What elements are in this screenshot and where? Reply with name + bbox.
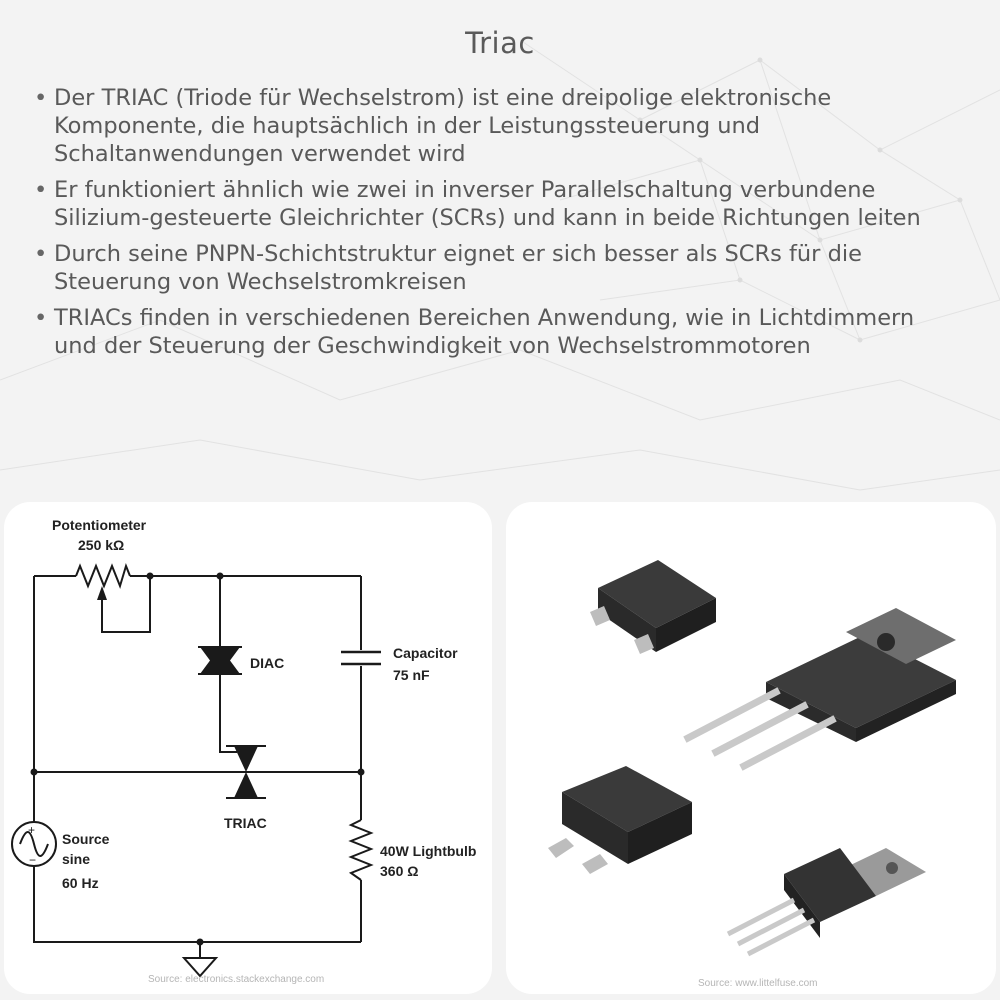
capacitor-symbol xyxy=(341,652,381,664)
bullet-item: • Er funktioniert ähnlich wie zwei in inverser Parallelschaltung verbundene Silizium-gesteuerte Gleichrichter (SCRs) und kann in beide Richtungen leiten xyxy=(32,176,962,232)
potentiometer-symbol xyxy=(76,566,130,586)
d2pak-package xyxy=(548,766,692,874)
potentiometer-wiper-arrow xyxy=(97,586,107,600)
triac-label: TRIAC xyxy=(224,815,267,831)
svg-text:−: − xyxy=(29,853,37,867)
source-label: Source xyxy=(62,831,110,847)
to247-package xyxy=(688,608,956,766)
potentiometer-label: Potentiometer xyxy=(52,517,147,533)
bullet-list xyxy=(32,84,962,368)
component-photo-card xyxy=(506,502,996,994)
source-frequency: 60 Hz xyxy=(62,875,99,891)
lightbulb-value: 360 Ω xyxy=(380,863,419,879)
to220-package xyxy=(728,848,926,954)
capacitor-value: 75 nF xyxy=(393,667,430,683)
bullet-item: • TRIACs finden in verschiedenen Bereichen Anwendung, wie in Lichtdimmern und der Steuerung der Geschwindigkeit von Wechselstrommotoren xyxy=(32,304,962,360)
smd-package-small xyxy=(590,560,716,654)
svg-text:+: + xyxy=(28,823,36,837)
triac-circuit-diagram xyxy=(4,502,492,994)
ac-source-symbol xyxy=(12,822,56,867)
bullet-item: • Durch seine PNPN-Schichtstruktur eignet er sich besser als SCRs für die Steuerung von Wechselstromkreisen xyxy=(32,240,962,296)
triac-packages-illustration xyxy=(506,502,996,994)
diac-label: DIAC xyxy=(250,655,285,671)
lightbulb-resistor-symbol xyxy=(351,820,371,880)
lightbulb-label: 40W Lightbulb xyxy=(380,843,477,859)
diac-symbol xyxy=(198,647,242,674)
circuit-diagram-card xyxy=(4,502,492,994)
source-type: sine xyxy=(62,851,91,867)
diagram-source-credit: Source: electronics.stackexchange.com xyxy=(148,974,325,985)
bullet-item: • Der TRIAC (Triode für Wechselstrom) ist eine dreipolige elektronische Komponente, die hauptsächlich in der Leistungssteuerung und Schaltanwendungen verwendet wird xyxy=(32,84,962,168)
potentiometer-value: 250 kΩ xyxy=(78,537,125,553)
capacitor-label: Capacitor xyxy=(393,645,458,661)
page-title: Triac xyxy=(465,26,535,60)
photo-source-credit: Source: www.littelfuse.com xyxy=(698,978,818,989)
